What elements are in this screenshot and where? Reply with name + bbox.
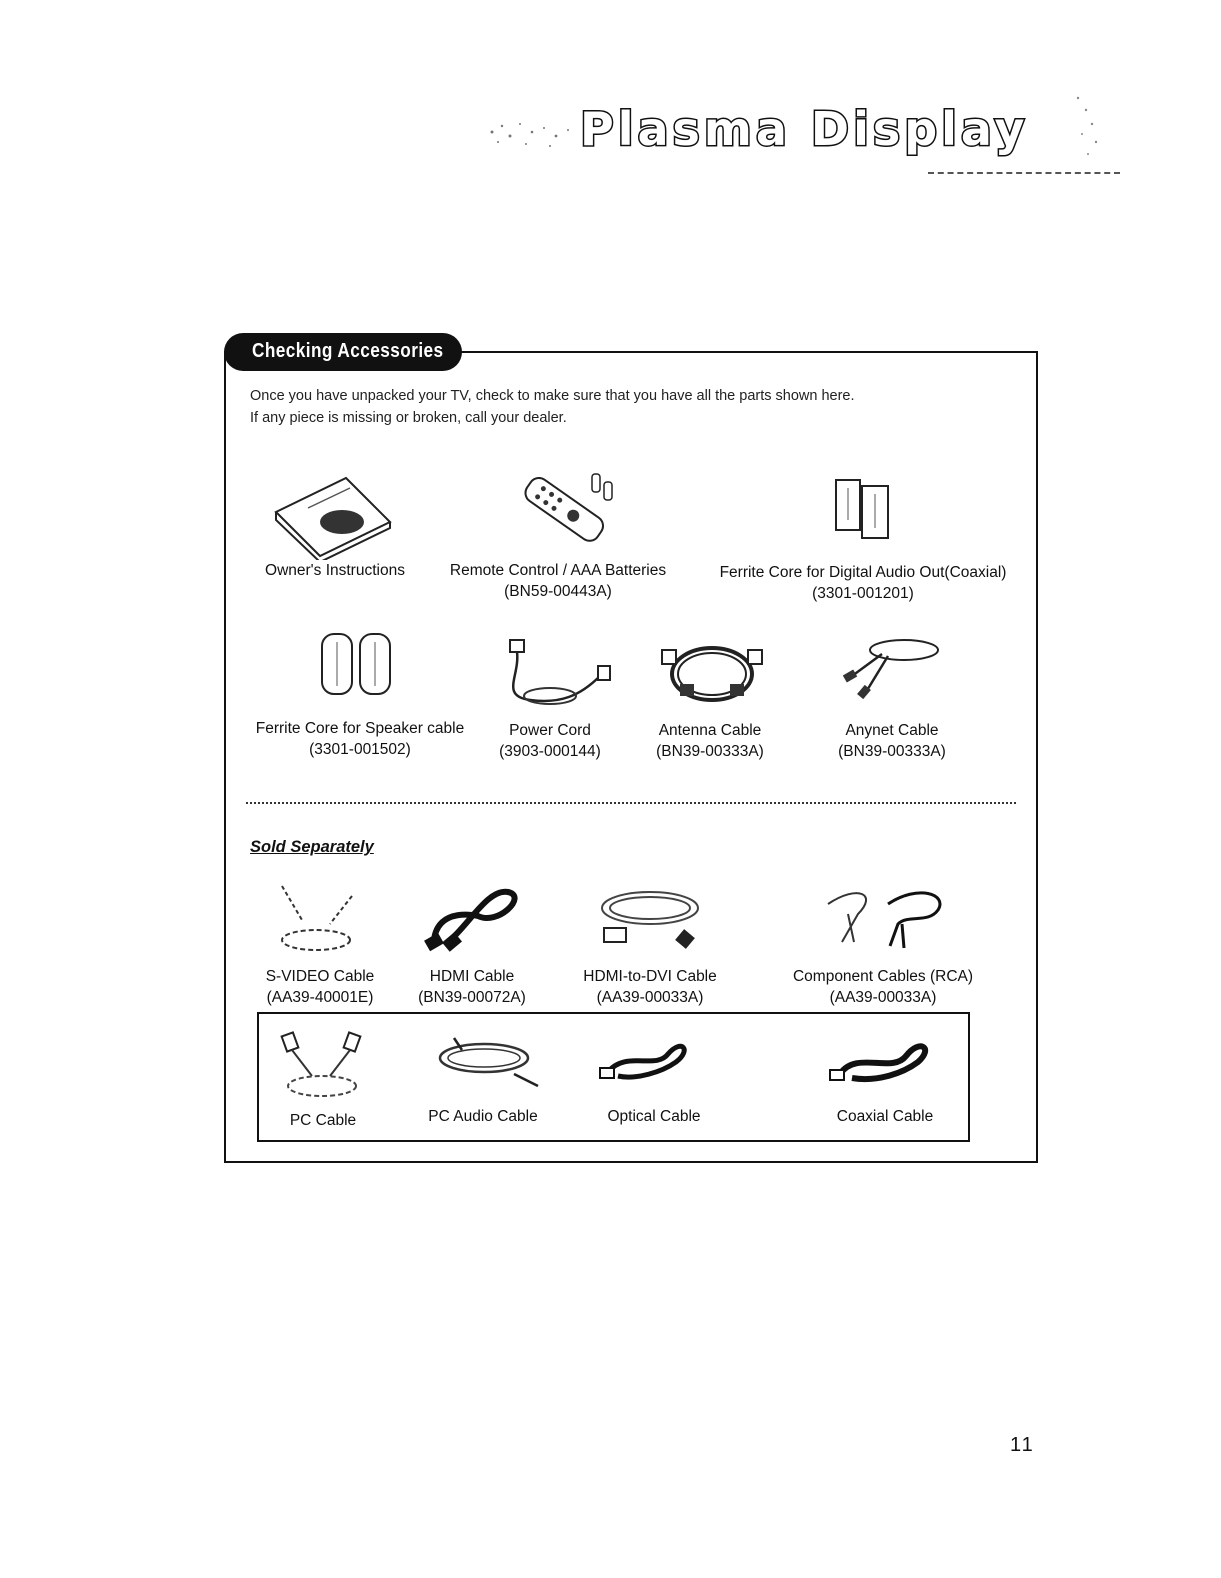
logo-pattern-icon — [1058, 88, 1118, 168]
accessory-item — [812, 720, 972, 762]
sold-item — [392, 966, 552, 1008]
sold-item-name: HDMI-to-DVI Cable — [583, 968, 717, 985]
accessory-name: Power Cord — [509, 722, 591, 739]
accessory-code: (3301-001502) — [309, 741, 411, 758]
component-cable-icon — [818, 884, 952, 954]
accessory-code: (BN39-00333A) — [656, 743, 764, 760]
sold-item — [403, 1106, 563, 1127]
section-title: Checking Accessories — [252, 340, 444, 362]
section-title-tab — [224, 333, 462, 371]
sold-item-code: (AA39-00033A) — [829, 989, 937, 1006]
sold-item — [560, 966, 740, 1008]
accessory-item — [706, 562, 1020, 604]
header-logo — [480, 88, 1120, 180]
accessory-item — [630, 720, 790, 762]
sold-item-name: HDMI Cable — [429, 968, 515, 985]
accessory-code: (3903-000144) — [499, 743, 601, 760]
power-cord-icon — [500, 636, 620, 716]
accessory-item — [433, 560, 683, 602]
accessory-item — [470, 720, 630, 762]
sold-item — [263, 1110, 383, 1131]
section-divider — [246, 802, 1016, 804]
accessory-name: Anynet Cable — [845, 722, 939, 739]
accessory-name: Owner's Instructions — [265, 562, 405, 579]
antenna-cable-icon — [660, 638, 770, 710]
accessory-code: (3301-001201) — [812, 585, 914, 602]
pc-cable-icon — [276, 1030, 366, 1102]
accessory-name: Antenna Cable — [658, 722, 762, 739]
anynet-cable-icon — [838, 632, 948, 706]
logo-decoration-icon — [480, 102, 580, 162]
sold-item-name: PC Audio Cable — [428, 1108, 538, 1125]
pc-audio-cable-icon — [434, 1030, 544, 1094]
sold-item-code: (BN39-00072A) — [418, 989, 526, 1006]
remote-icon — [514, 468, 624, 553]
accessory-name: Ferrite Core for Digital Audio Out(Coaxial) — [719, 564, 1007, 581]
page-number: 11 — [1010, 1434, 1035, 1456]
sold-item-name: Optical Cable — [607, 1108, 701, 1125]
manual-icon — [268, 470, 398, 560]
sold-item-code: (AA39-00033A) — [596, 989, 704, 1006]
sold-item-code: (AA39-40001E) — [266, 989, 374, 1006]
ferrite-core-icon — [828, 470, 898, 545]
accessory-item — [235, 560, 435, 581]
accessory-name: Remote Control / AAA Batteries — [449, 562, 667, 579]
optical-cable-icon — [596, 1030, 696, 1090]
sold-item-name: PC Cable — [289, 1112, 357, 1129]
header-rule — [928, 172, 1120, 174]
sold-separately-heading: Sold Separately — [250, 838, 374, 856]
hdmi-dvi-cable-icon — [594, 884, 706, 952]
intro-line-1: Once you have unpacked your TV, check to make sure that you have all the parts shown here. — [250, 388, 855, 404]
sold-item — [773, 966, 993, 1008]
sold-item-name: Component Cables (RCA) — [792, 968, 974, 985]
sold-item-name: Coaxial Cable — [836, 1108, 934, 1125]
svideo-cable-icon — [272, 880, 362, 956]
accessory-code: (BN39-00333A) — [838, 743, 946, 760]
accessory-name: Ferrite Core for Speaker cable — [255, 720, 465, 737]
accessory-code: (BN59-00443A) — [504, 583, 612, 600]
coaxial-cable-icon — [826, 1030, 936, 1090]
accessory-item — [240, 718, 480, 760]
sold-item-name: S-VIDEO Cable — [265, 968, 375, 985]
ferrite-core-pair-icon — [318, 626, 398, 698]
header-title: Plasma Display — [580, 102, 1029, 156]
sold-item — [805, 1106, 965, 1127]
sold-item — [574, 1106, 734, 1127]
intro-line-2: If any piece is missing or broken, call your dealer. — [250, 410, 567, 426]
sold-item — [240, 966, 400, 1008]
hdmi-cable-icon — [418, 886, 528, 956]
